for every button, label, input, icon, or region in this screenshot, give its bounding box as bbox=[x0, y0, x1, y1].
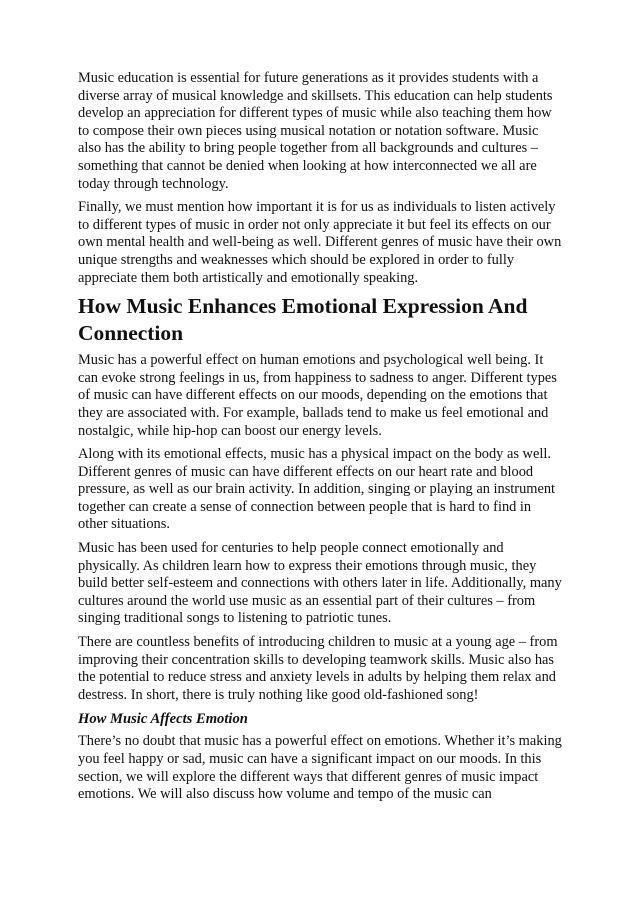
intro-paragraph-1: Music education is essential for future generations as it provides students with a diverse array of musical knowledge and skillsets. This education can help students develop an appreciation for different types of music while also teaching them how to compose their own pieces using musical notation or notation software. Music also has the ability to bring people together from all backgrounds and cultures – something that cannot be denied when looking at how interconnected we all are today through technology. bbox=[78, 70, 553, 192]
section-paragraph-4: There are countless benefits of introducing children to music at a young age – from improving their concentration skills to developing teamwork skills. Music also has the potential to reduce stress and anxiety levels in adults by helping them relax and destress. In short, there is truly nothing like good old-fashioned song! bbox=[78, 634, 558, 703]
section-paragraph-2: Along with its emotional effects, music has a physical impact on the body as well. Different genres of music can have different effects on our heart rate and blood pressure, as well as our brain activity. In addition, singing or playing an instrument together can create a sense of connection between people that is hard to find in other situations. bbox=[78, 446, 556, 533]
document-page bbox=[78, 70, 563, 810]
subsection-heading: How Music Affects Emotion bbox=[78, 711, 248, 728]
section-paragraph-1: Music has a powerful effect on human emotions and psychological well being. It can evoke strong feelings in us, from happiness to sadness to anger. Different types of music can have different effects on our moods, depending on the emotions that they are associated with. For example, ballads tend to make us feel emotional and nostalgic, while hip-hop can boost our energy levels. bbox=[78, 352, 557, 439]
section-heading: How Music Enhances Emotional Expression And Connection bbox=[78, 294, 528, 346]
intro-paragraph-2: Finally, we must mention how important it is for us as individuals to listen actively to different types of music in order not only appreciate it but feel its effects on our own mental health and well-being as well. Different genres of music have their own unique strengths and weaknesses which should be explored in order to fully appreciate them both artistically and emotionally speaking. bbox=[78, 199, 562, 286]
subsection-paragraph-1: There’s no doubt that music has a powerful effect on emotions. Whether it’s making you feel happy or sad, music can have a significant impact on our moods. In this section, we will explore the different ways that different genres of music impact emotions. We will also discuss how volume and tempo of the music can bbox=[78, 733, 562, 803]
section-paragraph-3: Music has been used for centuries to help people connect emotionally and physically. As children learn how to express their emotions through music, they build better self-esteem and connections with others later in life. Additionally, many cultures around the world use music as an essential part of their cultures – from singing traditional songs to listening to patriotic tunes. bbox=[78, 540, 562, 627]
